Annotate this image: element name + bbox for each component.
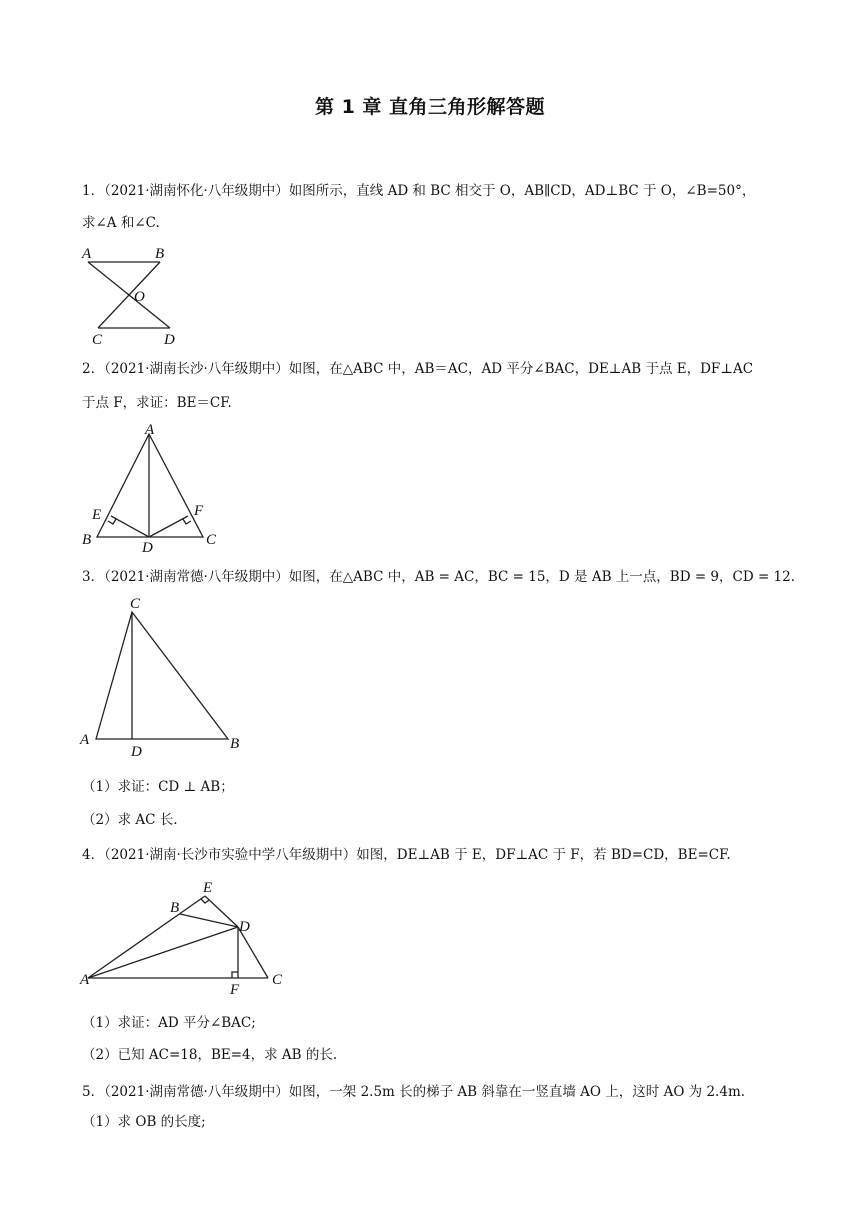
- right-angle-mark-f: [183, 519, 191, 524]
- label-c: C: [272, 972, 283, 988]
- problem-1-line-1: 1．（2021·湖南怀化·八年级期中）如图所示，直线 AD 和 BC 相交于 O，AB∥CD，AD⊥BC 于 O，∠B=50°，: [82, 183, 756, 199]
- segment-ae: [88, 896, 205, 978]
- label-c: C: [92, 332, 103, 348]
- label-e: E: [92, 507, 102, 523]
- page-title: 第 1 章 直角三角形解答题: [314, 96, 546, 118]
- label-d: D: [131, 744, 142, 760]
- problem-3-part-2: （2）求 AC 长.: [82, 812, 178, 828]
- label-d: D: [142, 540, 153, 556]
- problem-5-line-1: 5．（2021·湖南常德·八年级期中）如图，一架 2.5m 长的梯子 AB 斜靠在一竖直墙 AO 上，这时 AO 为 2.4m.: [82, 1084, 746, 1100]
- label-c: C: [206, 532, 217, 548]
- label-f: F: [230, 982, 240, 998]
- problem-3-part-1: （1）求证：CD ⊥ AB；: [82, 779, 234, 795]
- label-a: A: [82, 246, 92, 262]
- label-b: B: [230, 736, 240, 752]
- problem-3-line-1: 3．（2021·湖南常德·八年级期中）如图，在△ABC 中，AB = AC，BC = 15，D 是 AB 上一点，BD = 9，CD = 12.: [82, 569, 796, 585]
- problem-4-figure: [78, 876, 298, 996]
- problem-4-part-2: （2）已知 AC=18，BE=4，求 AB 的长.: [82, 1047, 338, 1063]
- label-b: B: [155, 246, 165, 262]
- segment-de: [111, 516, 149, 537]
- segment-df: [149, 516, 188, 537]
- problem-3-figure: [78, 594, 258, 760]
- right-angle-mark-e: [201, 899, 209, 903]
- label-o: O: [134, 289, 145, 305]
- right-angle-mark-f: [232, 972, 238, 978]
- triangle-abc: [97, 434, 203, 537]
- label-f: F: [194, 503, 204, 519]
- segment-bd: [180, 914, 238, 927]
- segment-ed: [205, 896, 238, 927]
- segment-ad: [88, 927, 238, 978]
- label-a: A: [80, 732, 90, 748]
- problem-1-figure: [78, 244, 188, 348]
- problem-2-figure: [78, 420, 228, 556]
- problem-1-line-2: 求∠A 和∠C.: [82, 215, 160, 231]
- label-d: D: [239, 919, 250, 935]
- problem-4-line-1: 4．（2021·湖南·长沙市实验中学八年级期中）如图，DE⊥AB 于 E，DF⊥AC 于 F，若 BD=CD，BE=CF.: [82, 847, 731, 863]
- label-a: A: [145, 422, 155, 438]
- label-d: D: [164, 332, 175, 348]
- problem-2-line-1: 2．（2021·湖南长沙·八年级期中）如图，在△ABC 中，AB＝AC，AD 平分∠BAC，DE⊥AB 于点 E，DF⊥AC: [82, 361, 754, 377]
- label-a: A: [80, 972, 90, 988]
- label-b: B: [82, 532, 92, 548]
- triangle-abc: [96, 612, 228, 739]
- right-angle-mark-e: [108, 519, 116, 524]
- problem-5-part-1: （1）求 OB 的长度;: [82, 1114, 206, 1130]
- segment-bc: [98, 262, 160, 328]
- label-b: B: [170, 900, 180, 916]
- problem-4-part-1: （1）求证：AD 平分∠BAC;: [82, 1015, 256, 1031]
- label-c: C: [130, 596, 141, 612]
- label-e: E: [203, 880, 213, 896]
- problem-2-line-2: 于点 F，求证：BE＝CF.: [82, 395, 232, 411]
